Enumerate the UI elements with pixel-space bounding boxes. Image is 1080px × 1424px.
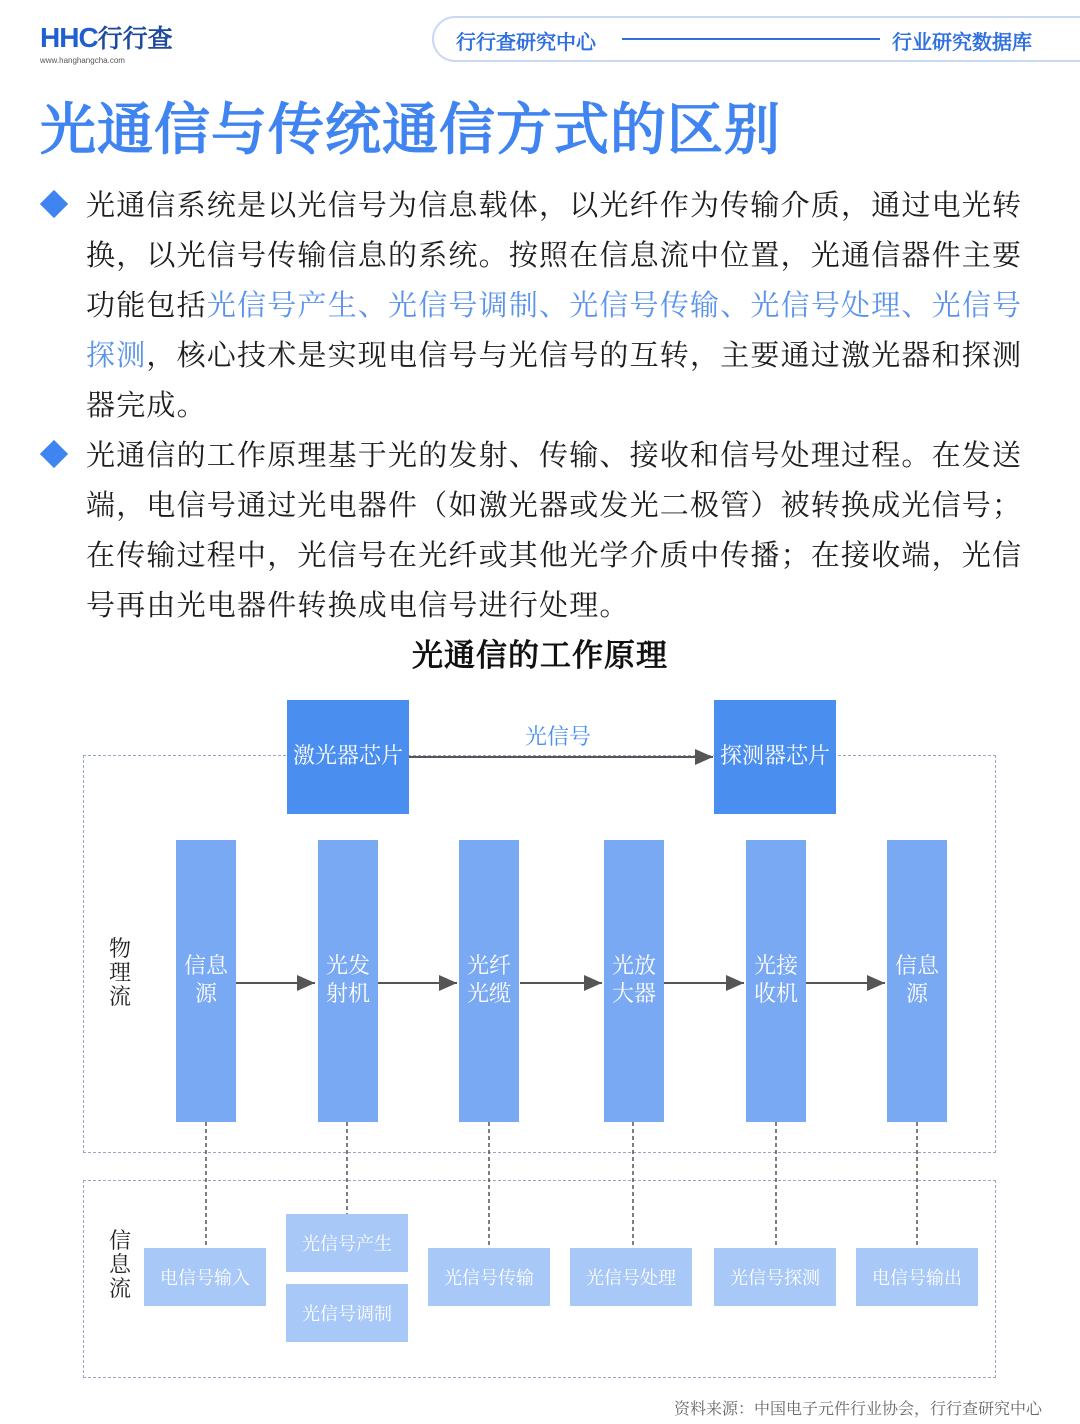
header-divider-line bbox=[622, 38, 880, 40]
info-optical-transmission: 光信号传输 bbox=[428, 1248, 550, 1306]
header-research-database: 行业研究数据库 bbox=[892, 30, 1032, 54]
info-electrical-output: 电信号输出 bbox=[856, 1248, 978, 1306]
info-optical-modulation: 光信号调制 bbox=[286, 1284, 408, 1342]
column-transmitter: 光发射机 bbox=[318, 840, 378, 1122]
column-info-source: 信息源 bbox=[176, 840, 236, 1122]
paragraph-2: 光通信的工作原理基于光的发射、传输、接收和信号处理过程。在发送端，电信号通过光电器件（如激光器或发光二极管）被转换成光信号；在传输过程中，光信号在光纤或其他光学介质中传播；在接收端，光信号再由光电器件转换成电信号进行处理。 bbox=[86, 438, 1023, 622]
header-pill bbox=[432, 16, 1080, 62]
diagram-title: 光通信的工作原理 bbox=[412, 638, 668, 674]
detector-chip: 探测器芯片 bbox=[714, 700, 836, 814]
column-fiber-cable: 光纤光缆 bbox=[459, 840, 519, 1122]
logo-cjk: 行行查 bbox=[97, 24, 173, 53]
paragraph-1 bbox=[86, 180, 1040, 430]
paragraph-1-text-a: 光通信系统是以光信号为信息载体，以光纤作为传输介质，通过电光转换，以光信号传输信息的系统。按照在信息流中位置，光通信器件主要功能包括 bbox=[86, 188, 1023, 322]
paragraph-1-text-b: ，核心技术是实现电信号与光信号的互转，主要通过激光器和探测器完成。 bbox=[86, 338, 1023, 422]
column-amplifier: 光放大器 bbox=[604, 840, 664, 1122]
page-title: 光通信与传统通信方式的区别 bbox=[40, 98, 781, 163]
physical-flow-label: 物理流 bbox=[108, 937, 131, 1010]
laser-chip: 激光器芯片 bbox=[287, 700, 409, 814]
source-note: 资料来源：中国电子元件行业协会，行行查研究中心 bbox=[673, 1399, 1042, 1418]
logo-latin: HHC bbox=[40, 22, 98, 53]
column-info-sink: 信息源 bbox=[887, 840, 947, 1122]
header-research-center: 行行查研究中心 bbox=[456, 30, 596, 54]
info-optical-processing: 光信号处理 bbox=[570, 1248, 692, 1306]
optical-signal-label: 光信号 bbox=[524, 725, 591, 750]
info-optical-detection: 光信号探测 bbox=[714, 1248, 836, 1306]
logo bbox=[40, 22, 173, 65]
info-flow-label: 信息流 bbox=[108, 1229, 131, 1302]
bullet-diamond-icon bbox=[40, 440, 68, 468]
logo-wordmark bbox=[40, 22, 173, 55]
bullet-diamond-icon bbox=[40, 190, 68, 218]
info-optical-generation: 光信号产生 bbox=[286, 1214, 408, 1272]
logo-url: www.hanghangcha.com bbox=[40, 56, 125, 65]
paragraph-1-highlight: 光信号产生、光信号调制、光信号传输、光信号处理、光信号探测 bbox=[86, 288, 1023, 372]
info-electrical-input: 电信号输入 bbox=[144, 1248, 266, 1306]
column-receiver: 光接收机 bbox=[746, 840, 806, 1122]
